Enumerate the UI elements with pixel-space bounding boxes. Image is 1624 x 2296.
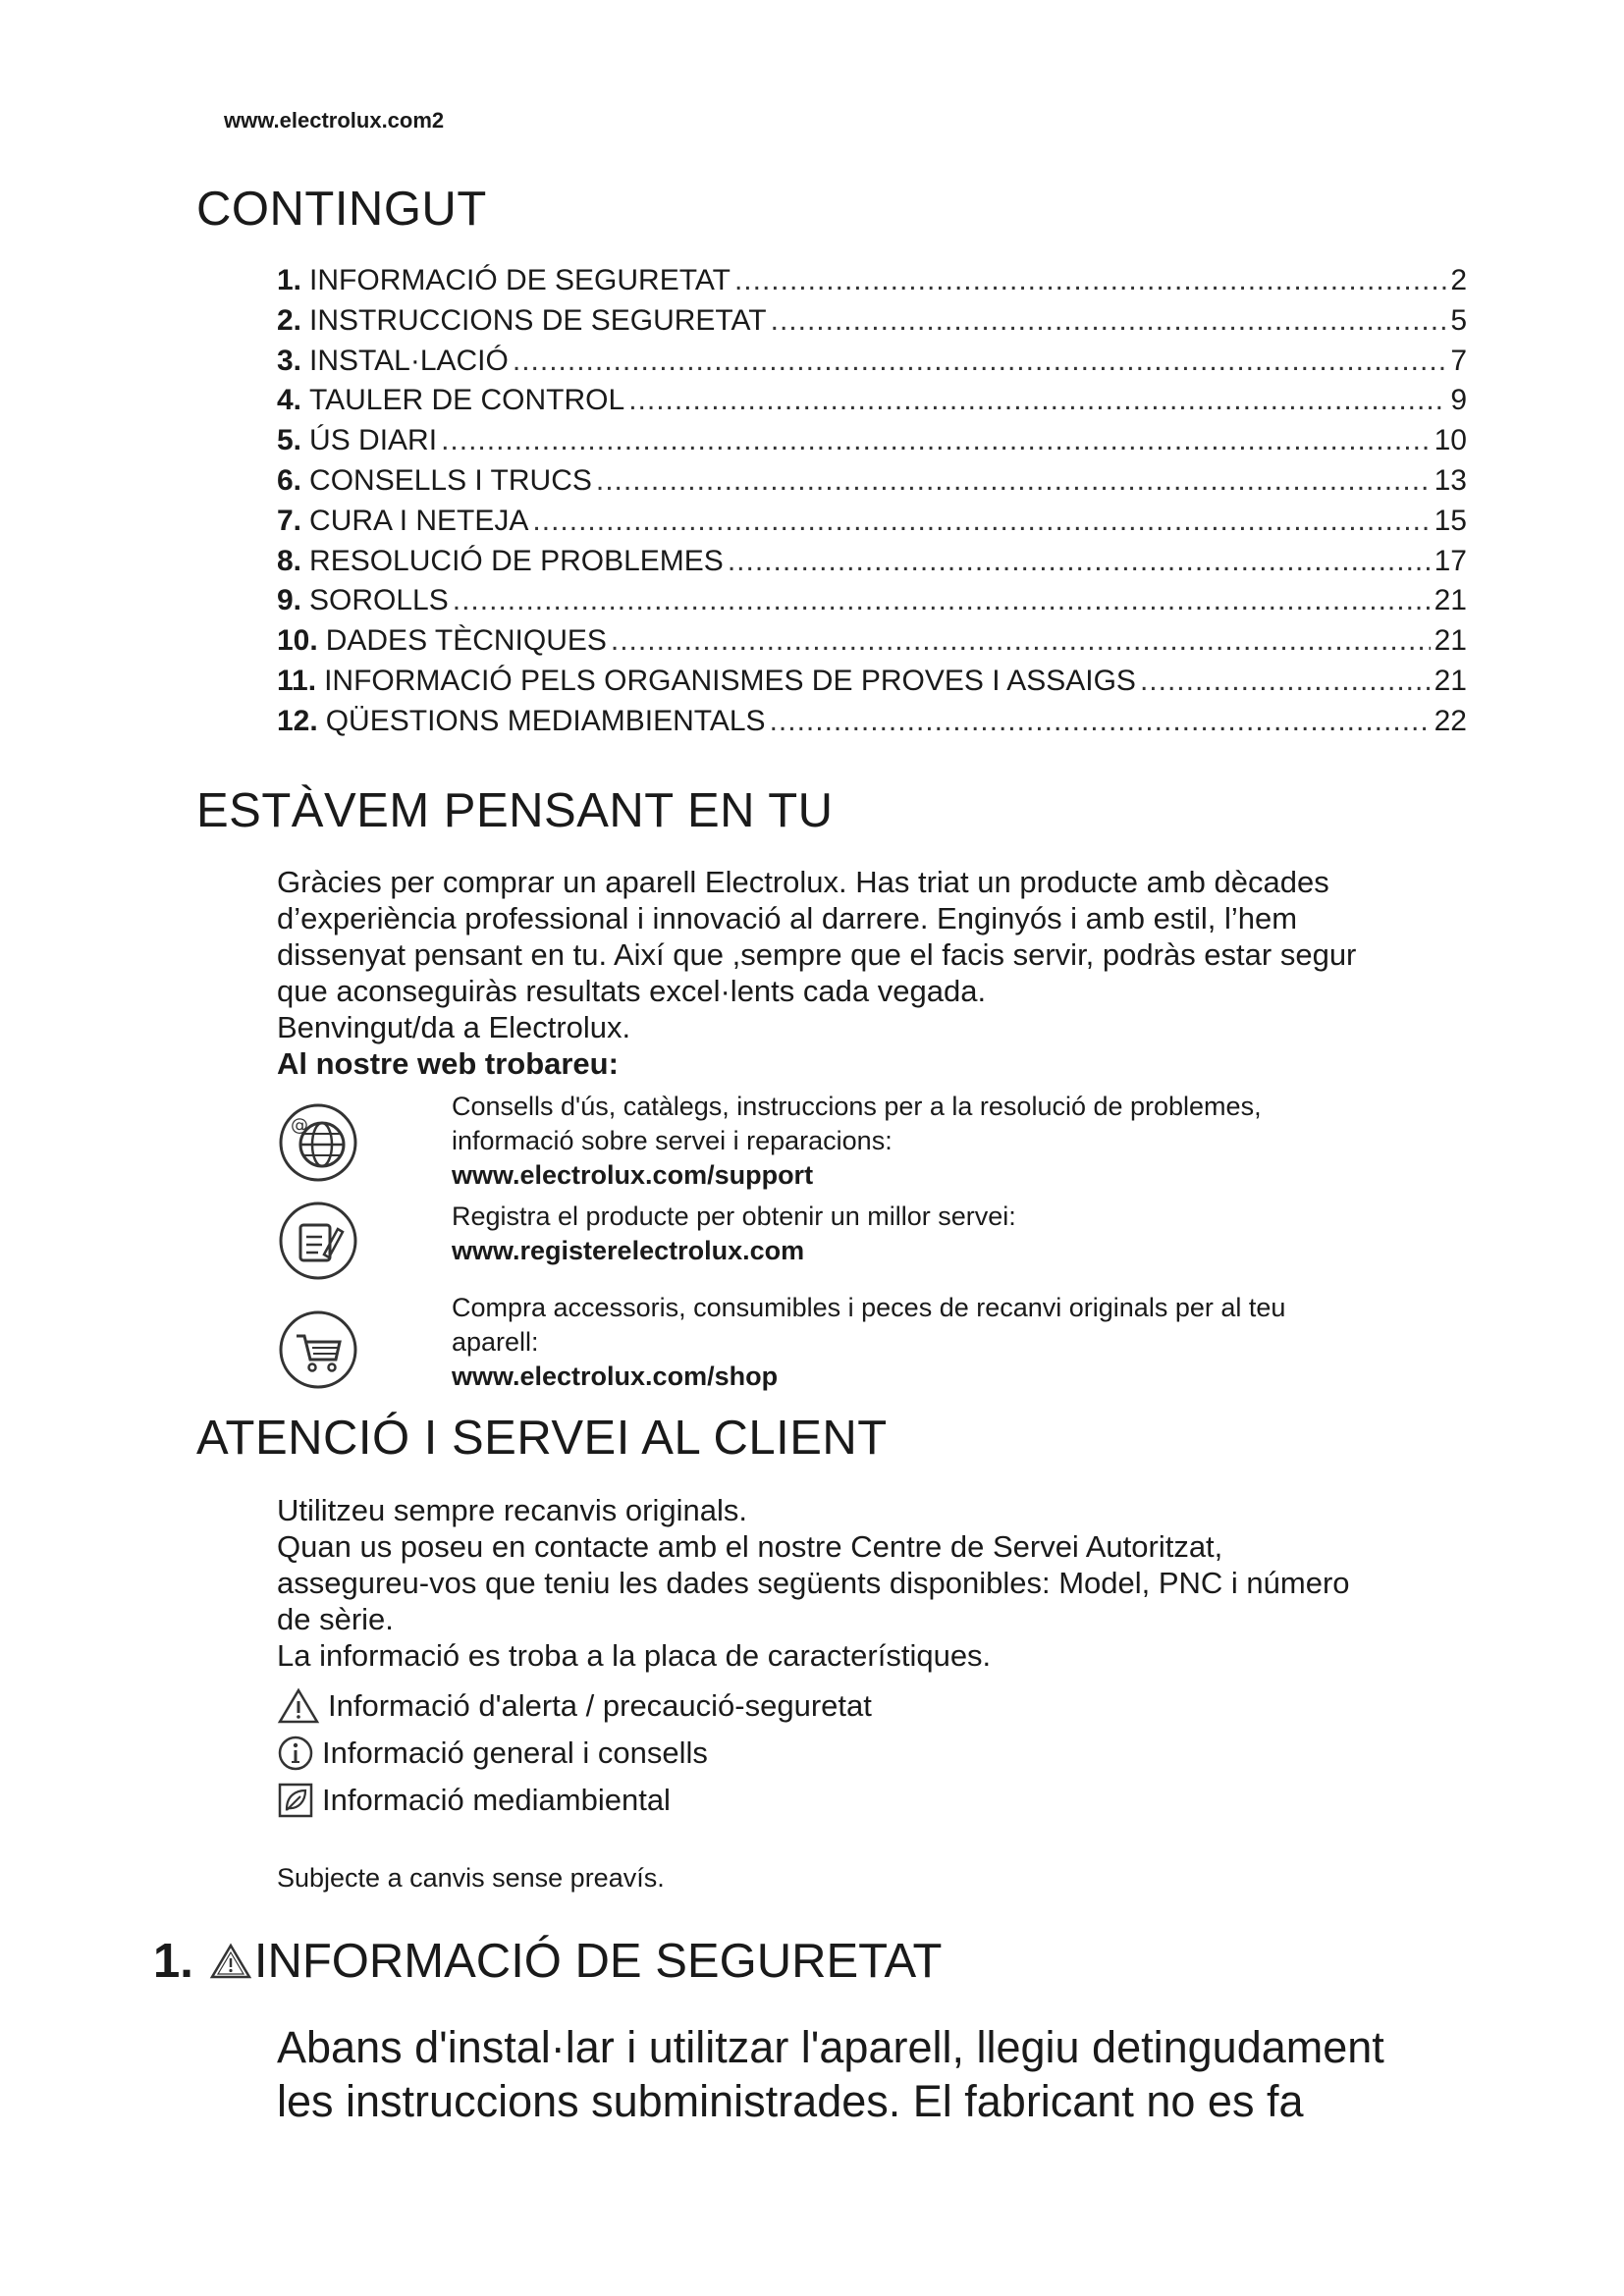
- toc-item-number: 11.: [277, 664, 317, 697]
- toc-item-label: QÜESTIONS MEDIAMBIENTALS: [325, 704, 766, 737]
- intro-line: Gràcies per comprar un aparell Electrolux. Has triat un producte amb dècades: [277, 865, 1329, 899]
- toc-item-page: 15: [1434, 504, 1467, 537]
- intro-line: dissenyat pensant en tu. Així que ,sempre que el facis servir, podràs estar segur: [277, 937, 1357, 972]
- notice: Subjecte a canvis sense preavís.: [277, 1863, 665, 1893]
- toc-item[interactable]: [277, 662, 1467, 702]
- toc-item-number: 5.: [277, 424, 302, 457]
- toc-item-page: 21: [1434, 584, 1467, 617]
- toc-leader: [1140, 662, 1431, 702]
- toc-item-label: INSTRUCCIONS DE SEGURETAT: [309, 303, 767, 337]
- toc-item-number: 8.: [277, 544, 302, 577]
- warning-icon: [209, 1943, 252, 1980]
- toc-item-page: 17: [1434, 544, 1467, 577]
- toc-item-label: INFORMACIÓ PELS ORGANISMES DE PROVES I ASSAIGS: [324, 664, 1136, 697]
- legend-warning: [277, 1686, 872, 1726]
- legend-info: [277, 1734, 708, 1773]
- legend-label: Informació d'alerta / precaució-seguretat: [328, 1688, 872, 1723]
- toc-leader: [771, 301, 1447, 342]
- intro-line: que aconseguiràs resultats excel·lents cada vegada.: [277, 974, 987, 1008]
- toc-item-number: 6.: [277, 463, 302, 497]
- toc-item-label: INSTAL·LACIÓ: [309, 344, 509, 377]
- toc-item[interactable]: [277, 261, 1467, 301]
- toc-item-page: 9: [1450, 384, 1467, 417]
- service-line: Utilitzeu sempre recanvis originals.: [277, 1493, 747, 1527]
- toc-item-label: RESOLUCIÓ DE PROBLEMES: [309, 544, 724, 577]
- web-item-desc: Registra el producte per obtenir un millor servei:: [452, 1201, 1016, 1231]
- toc-item-number: 3.: [277, 344, 302, 377]
- thinking-title: ESTÀVEM PENSANT EN TU: [196, 784, 834, 837]
- toc-item-number: 7.: [277, 504, 302, 537]
- toc-leader: [441, 421, 1431, 461]
- toc-item-label: SOROLLS: [309, 584, 449, 617]
- toc-item-label: ÚS DIARI: [309, 424, 438, 457]
- toc-item-number: 1.: [277, 264, 302, 296]
- register-icon: [277, 1200, 359, 1282]
- toc-item-page: 5: [1450, 303, 1467, 337]
- toc-item-page: 21: [1434, 624, 1467, 658]
- toc-item[interactable]: [277, 502, 1467, 542]
- toc-item-page: 10: [1434, 424, 1467, 457]
- service-line: Quan us poseu en contacte amb el nostre Centre de Servei Autoritzat,: [277, 1529, 1223, 1564]
- toc-item-label: CURA I NETEJA: [309, 504, 529, 537]
- toc-leader: [532, 502, 1430, 542]
- svg-text:@: @: [291, 1115, 308, 1136]
- service-line: assegureu-vos que teniu les dades següents disponibles: Model, PNC i número: [277, 1566, 1350, 1600]
- toc-leader: [728, 542, 1431, 582]
- service-line: de sèrie.: [277, 1602, 394, 1636]
- shop-link[interactable]: www.electrolux.com/shop: [452, 1362, 779, 1391]
- toc-leader: [453, 581, 1431, 621]
- toc-item-number: 10.: [277, 624, 318, 658]
- support-link[interactable]: www.electrolux.com/support: [452, 1160, 814, 1190]
- web-item-text: [452, 1090, 1473, 1193]
- web-item-text: [452, 1200, 1473, 1268]
- toc-item-label: CONSELLS I TRUCS: [309, 463, 592, 497]
- toc-item-page: 22: [1434, 704, 1467, 737]
- web-item-text: [452, 1291, 1473, 1394]
- web-item-desc: Compra accessoris, consumibles i peces de recanvi originals per al teu: [452, 1293, 1286, 1322]
- toc-title: CONTINGUT: [196, 183, 487, 236]
- toc-leader: [770, 702, 1431, 742]
- service-line: La informació es troba a la placa de característiques.: [277, 1638, 992, 1673]
- toc-leader: [611, 621, 1431, 662]
- toc-leader: [513, 342, 1446, 382]
- toc-item-label: TAULER DE CONTROL: [309, 384, 625, 417]
- header-url: www.electrolux.com2: [224, 108, 445, 133]
- table-of-contents: [277, 261, 1467, 742]
- toc-leader: [734, 261, 1446, 301]
- cart-icon: [277, 1308, 359, 1391]
- intro-line: Benvingut/da a Electrolux.: [277, 1010, 631, 1044]
- toc-item[interactable]: [277, 581, 1467, 621]
- toc-item[interactable]: [277, 621, 1467, 662]
- toc-item-label: INFORMACIÓ DE SEGURETAT: [309, 264, 731, 296]
- toc-item[interactable]: [277, 702, 1467, 742]
- info-icon: [277, 1735, 314, 1772]
- web-label: Al nostre web trobareu:: [277, 1046, 619, 1081]
- section-1-line: Abans d'instal·lar i utilitzar l'aparell, llegiu detingudament: [277, 2022, 1384, 2072]
- toc-item-page: 13: [1434, 463, 1467, 497]
- register-link[interactable]: www.registerelectrolux.com: [452, 1236, 805, 1265]
- toc-item[interactable]: [277, 542, 1467, 582]
- toc-leader: [596, 461, 1431, 502]
- toc-item-page: 21: [1434, 664, 1467, 697]
- toc-item-page: 7: [1450, 344, 1467, 377]
- toc-item-page: 2: [1450, 264, 1467, 296]
- toc-item[interactable]: [277, 381, 1467, 421]
- warning-icon: [277, 1687, 320, 1725]
- toc-item-number: 12.: [277, 704, 318, 737]
- globe-icon: [277, 1101, 359, 1184]
- web-item-desc: aparell:: [452, 1327, 539, 1357]
- toc-item-label: DADES TÈCNIQUES: [325, 624, 607, 658]
- toc-item-number: 2.: [277, 303, 302, 337]
- legend-label: Informació general i consells: [322, 1735, 708, 1770]
- legend-label: Informació mediambiental: [322, 1783, 671, 1817]
- intro-paragraph: [277, 864, 1475, 1045]
- section-title-text: INFORMACIÓ DE SEGURETAT: [253, 1935, 943, 1988]
- service-title: ATENCIÓ I SERVEI AL CLIENT: [196, 1412, 888, 1465]
- section-number: 1.: [153, 1935, 193, 1988]
- section-1-title: [153, 1934, 942, 1989]
- toc-item[interactable]: [277, 342, 1467, 382]
- toc-leader: [628, 381, 1446, 421]
- legend-environment: [277, 1781, 671, 1820]
- web-item-desc: Consells d'ús, catàlegs, instruccions per a la resolució de problemes,: [452, 1092, 1262, 1121]
- toc-item-number: 9.: [277, 584, 302, 617]
- section-1-line: les instruccions subministrades. El fabricant no es fa: [277, 2076, 1304, 2126]
- toc-item[interactable]: [277, 461, 1467, 502]
- toc-item-number: 4.: [277, 384, 302, 417]
- toc-item[interactable]: [277, 421, 1467, 461]
- intro-line: d’experiència professional i innovació al darrere. Enginyós i amb estil, l’hem: [277, 901, 1298, 935]
- web-item-desc: informació sobre servei i reparacions:: [452, 1126, 893, 1155]
- service-paragraph: [277, 1492, 1475, 1674]
- toc-item[interactable]: [277, 301, 1467, 342]
- section-1-text: [277, 2020, 1485, 2128]
- environment-icon: [277, 1782, 314, 1819]
